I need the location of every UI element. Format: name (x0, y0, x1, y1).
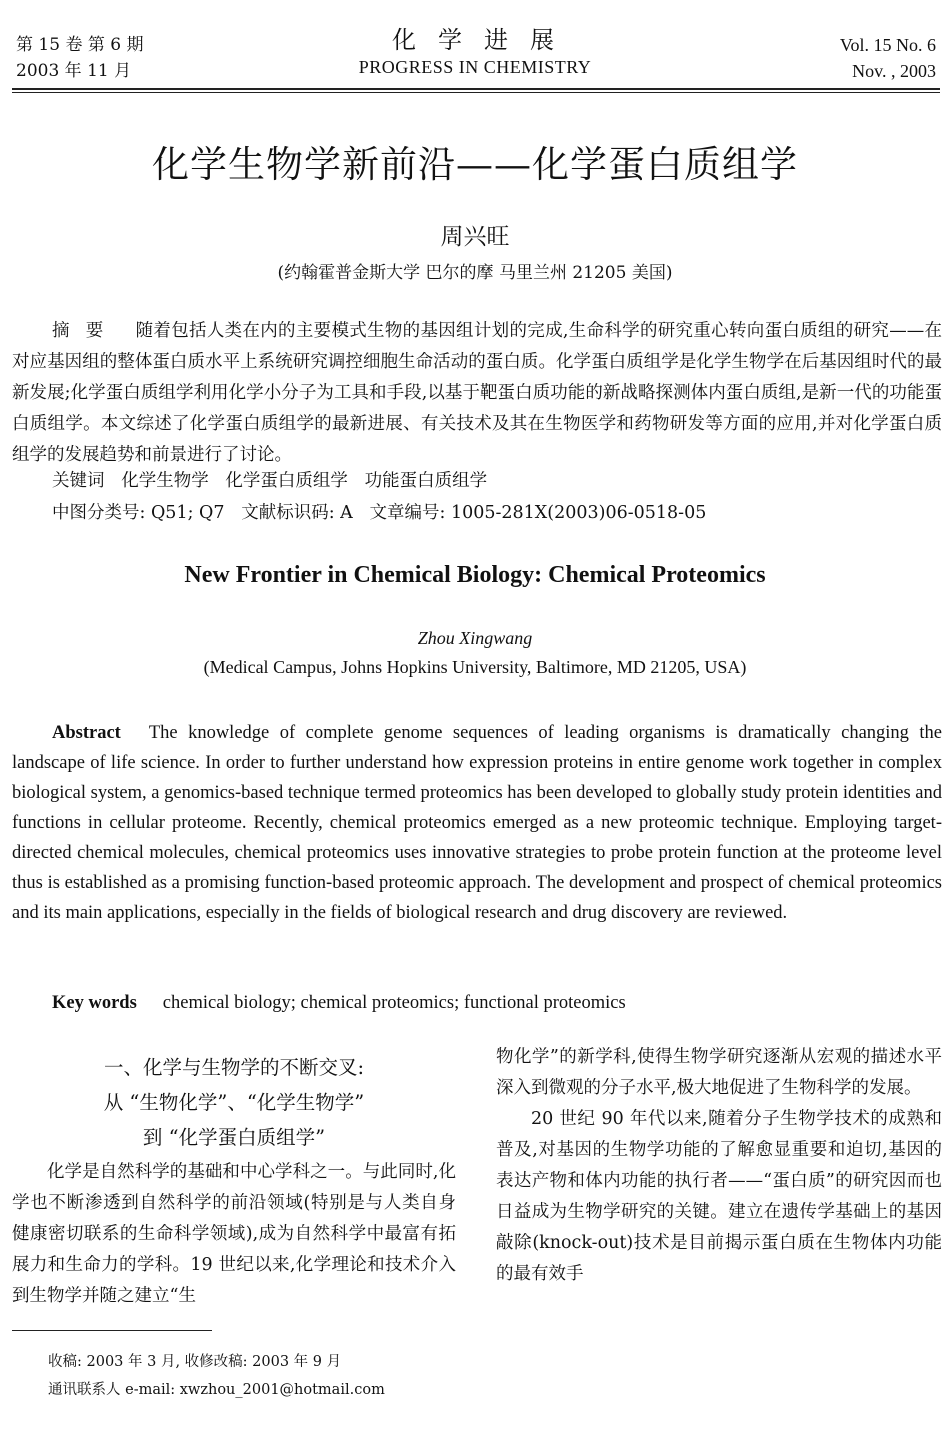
date-en: Nov. , 2003 (852, 61, 936, 81)
header-rule-thick (12, 88, 940, 90)
header-rule-thin (12, 92, 940, 93)
affiliation-cn: (约翰霍普金斯大学 巴尔的摩 马里兰州 21205 美国) (277, 263, 673, 283)
author-en: Zhou Xingwang (417, 628, 533, 648)
abstract-en (12, 718, 942, 928)
body-column-right (496, 1042, 942, 1290)
keywords-label-en: Key words (52, 993, 137, 1013)
article-title-en: New Frontier in Chemical Biology: Chemical Proteomics (184, 562, 766, 588)
volume-issue-en: Vol. 15 No. 6 (839, 35, 936, 55)
article-title-cn: 化学生物学新前沿——化学蛋白质组学 (152, 143, 798, 186)
running-header-right (840, 32, 936, 84)
keywords-en (52, 990, 626, 1016)
footnote-received: 收稿: 2003 年 3 月, 收修改稿: 2003 年 9 月 (48, 1354, 342, 1370)
abstract-label-cn: 摘要 (52, 321, 120, 341)
journal-name-en: PROGRESS IN CHEMISTRY (358, 57, 592, 77)
body-paragraph: 20 世纪 90 年代以来,随着分子生物学技术的成熟和普及,对基因的生物学功能的了解愈显重要和迫切,基因的表达产物和体内功能的执行者——“蛋白质”的研究因而也日益成为生物学研究的关键。建立在遗传学基础上的基因敲除(knock-out)技术是目前揭示蛋白质在生物体内功能的最有效手 (496, 1109, 942, 1284)
body-paragraph-continued: 物化学”的新学科,使得生物学研究逐渐从宏观的描述水平深入到微观的分子水平,极大地促进了生物科学的发展。 (496, 1047, 942, 1098)
classification-cn: 中图分类号: Q51; Q7 文献标识码: A 文章编号: 1005-281X(2003)06-0518-05 (52, 503, 707, 523)
section-heading (12, 1050, 456, 1155)
date-cn: 2003 年 11 月 (16, 61, 132, 81)
abstract-text-cn: 随着包括人类在内的主要模式生物的基因组计划的完成,生命科学的研究重心转向蛋白质组的研究——在对应基因组的整体蛋白质水平上系统研究调控细胞生命活动的蛋白质。化学蛋白质组学是化学生物学在后基因组时代的最新发展;化学蛋白质组学利用化学小分子为工具和手段,以基于靶蛋白质功能的新战略探测体内蛋白质组,是新一代的功能蛋白质组学。本文综述了化学蛋白质组学的最新进展、有关技术及其在生物医学和药物研发等方面的应用,并对化学蛋白质组学的发展趋势和前景进行了讨论。 (12, 321, 943, 465)
journal-name-cn: 化学进展 (392, 26, 576, 54)
abstract-label-en: Abstract (52, 723, 121, 743)
author-cn: 周兴旺 (440, 224, 510, 250)
keywords-cn: 关键词 化学生物学 化学蛋白质组学 功能蛋白质组学 (52, 471, 488, 491)
running-header-center (0, 24, 950, 78)
section-heading-line: 从 “生物化学”、“化学生物学” (103, 1091, 365, 1114)
footnote-rule (12, 1330, 212, 1331)
section-heading-line: 到 “化学蛋白质组学” (142, 1126, 326, 1149)
body-column-left (12, 1050, 456, 1312)
keywords-text-en: chemical biology; chemical proteomics; functional proteomics (162, 993, 626, 1013)
footnote-contact: 通讯联系人 e-mail: xwzhou_2001@hotmail.com (48, 1382, 385, 1398)
affiliation-en: (Medical Campus, Johns Hopkins University, Baltimore, MD 21205, USA) (203, 657, 747, 677)
abstract-cn (12, 316, 942, 471)
abstract-text-en: The knowledge of complete genome sequences of leading organisms is dramatically changing the landscape of life science. In order to further understand how expression proteins in entire genome work together in complex biological system, a genomics-based technique termed proteomics has been developed to globally study protein identities and functions in cellular proteome. Recently, chemical proteomics emerged as a new proteomic technique. Employing target-directed chemical molecules, chemical proteomics uses innovative strategies to probe protein function at the proteome level thus is established as a promising function-based proteomic approach. The development and prospect of chemical proteomics and its main applications, especially in the fields of biological research and drug discovery are reviewed. (12, 723, 942, 923)
volume-issue-cn: 第 15 卷 第 6 期 (16, 35, 144, 55)
section-heading-line: 一、化学与生物学的不断交叉: (103, 1056, 365, 1079)
body-paragraph: 化学是自然科学的基础和中心学科之一。与此同时,化学也不断渗透到自然科学的前沿领域(特别是与人类自身健康密切联系的生命科学领域),成为自然科学中最富有拓展力和生命力的学科。19 世纪以来,化学理论和技术介入到生物学并随之建立“生 (12, 1162, 456, 1306)
